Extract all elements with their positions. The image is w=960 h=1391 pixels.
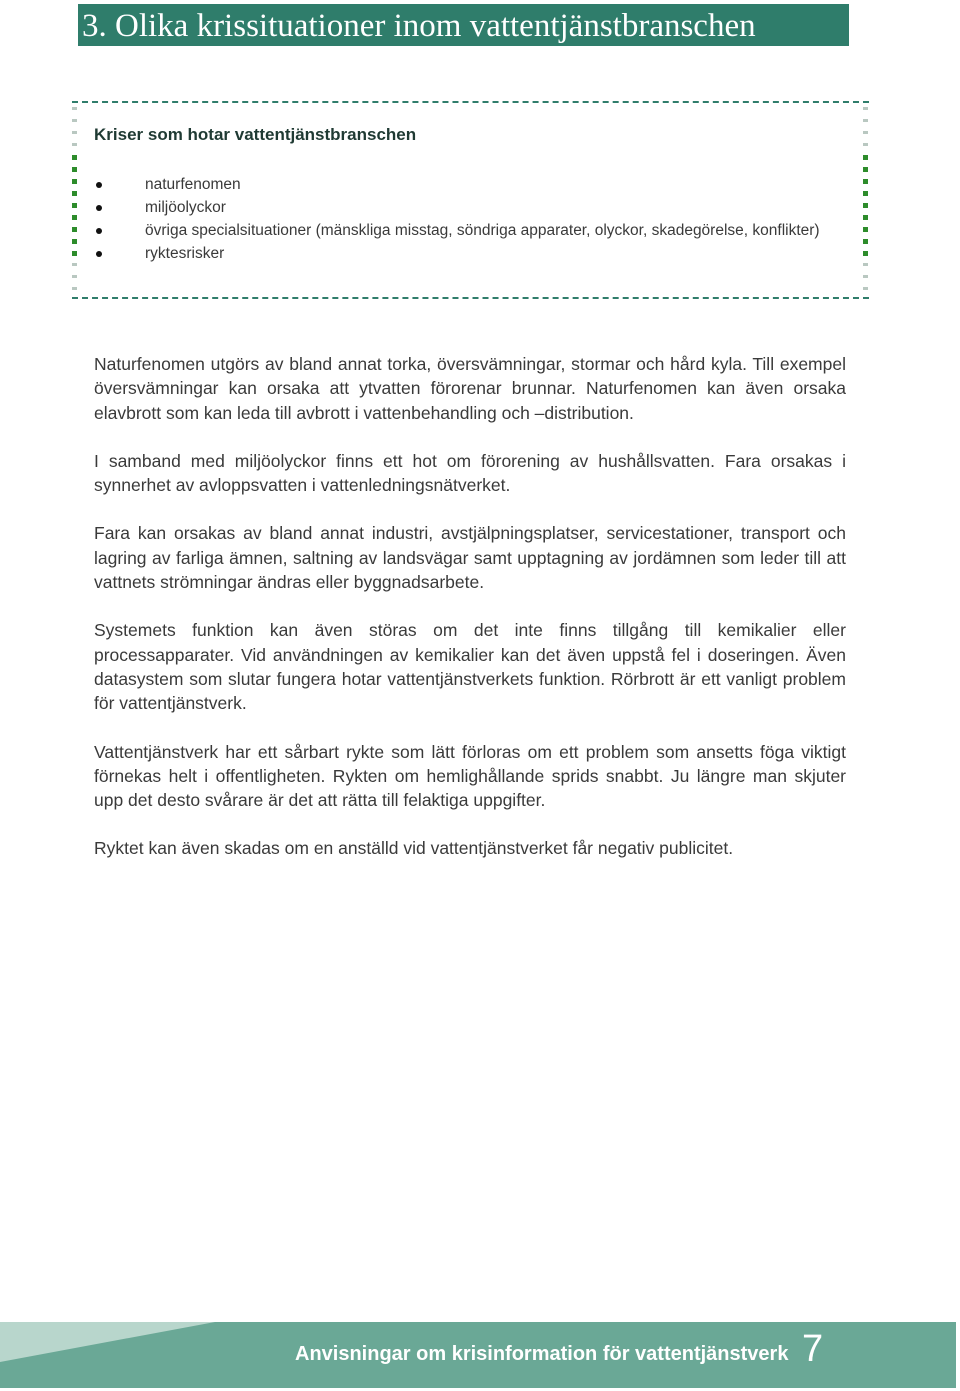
border-dash bbox=[72, 251, 77, 256]
border-dash bbox=[72, 287, 77, 290]
border-dash bbox=[863, 143, 868, 146]
border-dash bbox=[72, 215, 77, 220]
border-dash bbox=[863, 263, 868, 266]
border-dash bbox=[72, 143, 77, 146]
border-dash bbox=[863, 215, 868, 220]
border-dash bbox=[72, 155, 77, 160]
border-dash bbox=[72, 263, 77, 266]
list-item: miljöolyckor bbox=[94, 196, 846, 219]
crisis-box bbox=[72, 101, 869, 299]
border-dash bbox=[72, 275, 77, 278]
crisis-list bbox=[94, 173, 846, 265]
border-dash bbox=[863, 287, 868, 290]
border-dash bbox=[72, 191, 77, 196]
border-dash bbox=[72, 179, 77, 184]
border-dash bbox=[863, 239, 868, 244]
border-dash bbox=[863, 107, 868, 110]
list-item: ryktesrisker bbox=[94, 242, 846, 265]
box-left-border bbox=[72, 103, 78, 297]
paragraph-environmental-accidents: I samband med miljöolyckor finns ett hot om förorening av hushållsvatten. Fara orsakas i synnerhet av avloppsvatten i vattenledningsnätverket. bbox=[94, 450, 846, 496]
border-dash bbox=[863, 275, 868, 278]
box-title: Kriser som hotar vattentjänstbranschen bbox=[94, 125, 417, 144]
paragraph-system-function: Systemets funktion kan även störas om det inte finns tillgång till kemikalier eller processapparater. Vid användningen av kemikalier kan det även uppstå fel i doseringen. Även datasystem som slutar fungera hotar vattentjänstverkets funktion. Rörbrott är ett vanligt problem för vattentjänstverk. bbox=[94, 620, 846, 714]
border-dash bbox=[863, 203, 868, 208]
border-dash bbox=[863, 251, 868, 256]
list-item: övriga specialsituationer (mänskliga misstag, söndriga apparater, olyckor, skadegörelse, konflikter) bbox=[94, 219, 846, 242]
border-dash bbox=[863, 119, 868, 122]
footer-title: Anvisningar om krisinformation för vattentjänstverk bbox=[295, 1343, 789, 1365]
page-footer bbox=[0, 1322, 960, 1391]
border-dash bbox=[72, 167, 77, 172]
paragraph-publicity: Ryktet kan även skadas om en anställd vid vattentjänstverket får negativ publicitet. bbox=[94, 838, 734, 859]
border-dash bbox=[863, 155, 868, 160]
box-right-border bbox=[863, 103, 869, 297]
body-text bbox=[94, 352, 846, 885]
border-dash bbox=[72, 119, 77, 122]
border-dash bbox=[863, 131, 868, 134]
border-dash bbox=[72, 227, 77, 232]
paragraph-natural-phenomena: Naturfenomen utgörs av bland annat torka, översvämningar, stormar och hård kyla. Till exempel översvämningar kan orsaka att ytvatten förorenar brunnar. Naturfenomen kan även orsaka elavbrott som kan leda till avbrott i vattenbehandling och –distribution. bbox=[94, 354, 846, 423]
page-heading: 3. Olika krissituationer inom vattentjänstbranschen bbox=[78, 4, 849, 46]
page-number: 7 bbox=[802, 1328, 824, 1370]
paragraph-hazard-sources: Fara kan orsakas av bland annat industri, avstjälpningsplatser, servicestationer, transport och lagring av farliga ämnen, saltning av landsvägar samt upptagning av jordämnen som leder till att vattnets strömningar ändras eller byggnadsarbete. bbox=[94, 523, 846, 593]
border-dash bbox=[863, 167, 868, 172]
border-dash bbox=[863, 179, 868, 184]
border-dash bbox=[72, 131, 77, 134]
border-dash bbox=[72, 107, 77, 110]
border-dash bbox=[72, 203, 77, 208]
paragraph-reputation: Vattentjänstverk har ett sårbart rykte som lätt förloras om ett problem som ansetts föga viktigt förnekas helt i offentligheten. Rykten om hemlighållande sprids snabbt. Ju längre man skjuter upp det desto svårare är det att rätta till felaktiga uppgifter. bbox=[94, 741, 846, 811]
border-dash bbox=[863, 227, 868, 232]
list-item: naturfenomen bbox=[94, 173, 846, 196]
border-dash bbox=[863, 191, 868, 196]
border-dash bbox=[72, 239, 77, 244]
